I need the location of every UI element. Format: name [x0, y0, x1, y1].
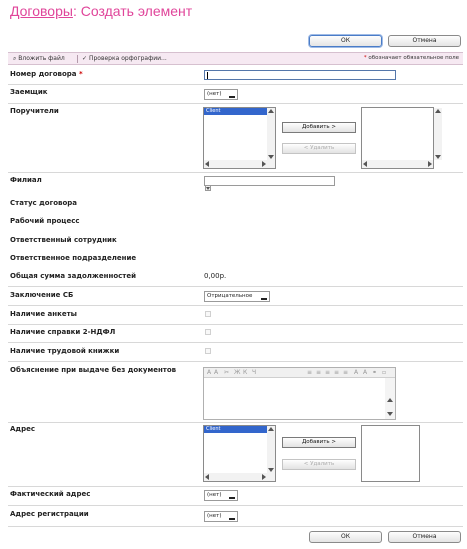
row-divider — [8, 361, 463, 362]
toolbar-divider — [77, 55, 78, 63]
font-size-icon[interactable]: A — [214, 369, 219, 376]
list-item[interactable]: Client — [204, 426, 267, 433]
vertical-scrollbar[interactable] — [434, 108, 442, 160]
background-color-icon[interactable]: A — [363, 369, 368, 376]
scroll-up-icon[interactable] — [268, 427, 274, 431]
scroll-down-icon[interactable] — [387, 412, 393, 416]
breadcrumb-link-contracts[interactable]: Договоры — [10, 3, 73, 19]
scroll-right-icon[interactable] — [262, 474, 266, 480]
total-debt-value: 0,00р. — [204, 272, 227, 280]
registration-address-label: Адрес регистрации — [10, 510, 89, 518]
ok-button-top[interactable]: ОК — [309, 35, 382, 47]
address-add-button[interactable]: Добавить > — [282, 437, 356, 448]
guarantors-selected-list[interactable] — [361, 107, 434, 169]
guarantors-available-list[interactable] — [203, 107, 276, 169]
branch-label: Филиал — [10, 176, 42, 184]
title-separator: : — [72, 3, 81, 19]
align-center-icon[interactable]: ≡ — [316, 369, 322, 376]
employment-book-label: Наличие трудовой книжки — [10, 347, 120, 355]
row-divider — [8, 103, 463, 104]
text-color-icon[interactable]: A — [354, 369, 359, 376]
scroll-up-icon[interactable] — [387, 398, 393, 402]
numbered-list-icon[interactable]: ≡ — [334, 369, 340, 376]
address-label: Адрес — [10, 425, 35, 433]
align-right-icon[interactable]: ≡ — [325, 369, 331, 376]
cancel-button-bottom[interactable]: Отмена — [388, 531, 461, 543]
actual-address-label: Фактический адрес — [10, 490, 91, 498]
chevron-down-icon — [261, 298, 267, 300]
responsible-employee-label: Ответственный сотрудник — [10, 236, 117, 244]
ndfl-certificate-label: Наличие справки 2-НДФЛ — [10, 328, 116, 336]
responsible-unit-label: Ответственное подразделение — [10, 254, 137, 262]
chevron-down-icon — [229, 497, 235, 499]
branch-input[interactable] — [204, 176, 335, 186]
borrower-select[interactable]: (нет) — [204, 89, 238, 100]
chevron-down-icon — [229, 96, 235, 98]
attach-file-button[interactable]: ⌕ Вложить файл — [13, 55, 65, 62]
questionnaire-label: Наличие анкеты — [10, 310, 77, 318]
spellcheck-icon: ✓ — [82, 55, 88, 62]
bullet-list-icon[interactable]: ≡ — [343, 369, 349, 376]
guarantors-remove-button[interactable]: < Удалить — [282, 143, 356, 154]
spellcheck-button[interactable]: ✓ Проверка орфографии... — [82, 55, 167, 62]
scroll-up-icon[interactable] — [435, 109, 441, 113]
horizontal-scrollbar[interactable] — [204, 160, 275, 168]
explanation-label: Объяснение при выдаче без документов — [10, 366, 177, 374]
title-text: Создать элемент — [80, 3, 193, 19]
italic-icon[interactable]: К — [243, 369, 248, 376]
horizontal-scrollbar[interactable] — [362, 160, 433, 168]
scroll-right-icon[interactable] — [428, 161, 432, 167]
scroll-left-icon[interactable] — [363, 161, 367, 167]
contract-number-input[interactable] — [204, 70, 396, 80]
scroll-left-icon[interactable] — [205, 161, 209, 167]
row-divider — [8, 324, 463, 325]
ok-button-bottom[interactable]: ОК — [309, 531, 382, 543]
scroll-left-icon[interactable] — [205, 474, 209, 480]
employment-book-checkbox[interactable] — [205, 348, 211, 354]
guarantors-add-button[interactable]: Добавить > — [282, 122, 356, 133]
contract-status-label: Статус договора — [10, 199, 78, 207]
row-divider — [8, 505, 463, 506]
text-caret — [207, 72, 208, 79]
chevron-down-icon — [229, 518, 235, 520]
insert-image-icon[interactable]: ▫ — [382, 369, 387, 376]
contract-number-label: Номер договора * — [10, 70, 83, 78]
scroll-right-icon[interactable] — [262, 161, 266, 167]
bold-icon[interactable]: Ж — [234, 369, 241, 376]
questionnaire-checkbox[interactable] — [205, 311, 211, 317]
address-selected-list[interactable] — [361, 425, 420, 482]
branch-lookup-toggle[interactable] — [205, 185, 211, 191]
actual-address-select[interactable]: (нет) — [204, 490, 238, 501]
address-remove-button[interactable]: < Удалить — [282, 459, 356, 470]
row-divider — [8, 286, 463, 287]
sb-conclusion-label: Заключение СБ — [10, 291, 74, 299]
sb-conclusion-select[interactable]: Отрицательное — [204, 291, 270, 302]
registration-address-select[interactable]: (нет) — [204, 511, 238, 522]
borrower-label: Заемщик — [10, 88, 48, 96]
workflow-label: Рабочий процесс — [10, 217, 80, 225]
horizontal-scrollbar[interactable] — [204, 473, 275, 481]
row-divider — [8, 526, 463, 527]
row-divider — [8, 305, 463, 306]
rich-text-toolbar — [204, 368, 395, 378]
underline-icon[interactable]: Ч — [252, 369, 257, 376]
align-left-icon[interactable]: ≡ — [307, 369, 313, 376]
link-icon[interactable]: ⚭ — [372, 369, 378, 376]
font-icon[interactable]: A — [207, 369, 212, 376]
vertical-scrollbar[interactable] — [385, 378, 395, 419]
row-divider — [8, 422, 463, 423]
ndfl-certificate-checkbox[interactable] — [205, 329, 211, 335]
scroll-down-icon[interactable] — [435, 155, 441, 159]
vertical-scrollbar[interactable] — [267, 108, 275, 160]
row-divider — [8, 342, 463, 343]
explanation-rich-text-editor[interactable] — [203, 367, 396, 420]
form-toolbar — [8, 52, 463, 65]
row-divider — [8, 172, 463, 173]
chevron-down-icon — [206, 187, 210, 190]
vertical-scrollbar[interactable] — [267, 426, 275, 473]
scroll-up-icon[interactable] — [268, 109, 274, 113]
required-field-note: * обозначает обязательное поле — [363, 55, 459, 61]
cut-icon[interactable]: ✂ — [224, 369, 230, 376]
address-available-list[interactable] — [203, 425, 276, 482]
row-divider — [8, 84, 463, 85]
paperclip-icon: ⌕ — [13, 55, 17, 62]
page-title — [10, 3, 192, 19]
list-item[interactable]: Client — [204, 108, 267, 115]
guarantors-label: Поручители — [10, 107, 59, 115]
total-debt-label: Общая сумма задолженностей — [10, 272, 136, 280]
cancel-button-top[interactable]: Отмена — [388, 35, 461, 47]
scroll-down-icon[interactable] — [268, 155, 274, 159]
scroll-down-icon[interactable] — [268, 468, 274, 472]
row-divider — [8, 486, 463, 487]
